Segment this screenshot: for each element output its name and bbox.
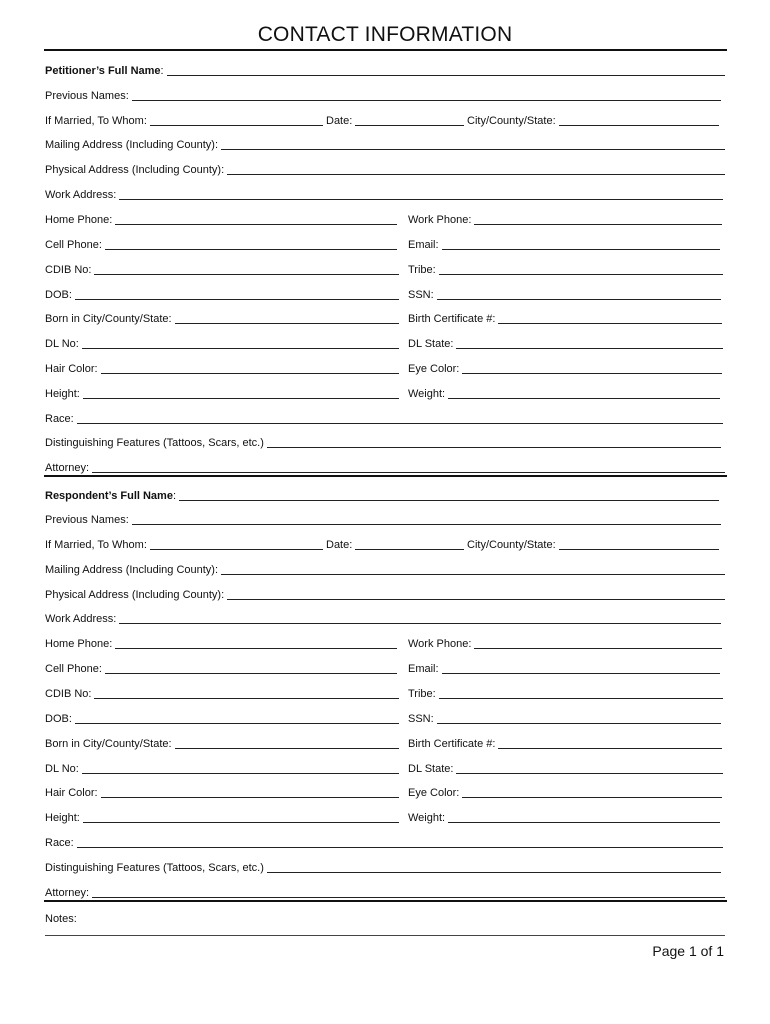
petitioner-race-row [45,410,725,426]
respondent-weight-line[interactable] [448,822,720,823]
respondent-dl-state-line[interactable] [456,773,723,774]
petitioner-full-name-line[interactable] [167,75,725,76]
respondent-dob-ssn-row [45,710,725,726]
petitioner-work-address-field[interactable] [45,186,723,202]
respondent-cell-email-row [45,660,725,676]
respondent-birth-row [45,735,725,751]
respondent-cdib-label: CDIB No: [45,688,92,700]
petitioner-weight-line[interactable] [448,398,720,399]
respondent-work-address-line[interactable] [119,623,721,624]
respondent-if-married-line[interactable] [150,549,323,550]
petitioner-born-in-line[interactable] [175,323,399,324]
petitioner-if-married-label: If Married, To Whom: [45,115,147,127]
petitioner-previous-names-field[interactable] [45,87,721,103]
petitioner-previous-names-label: Previous Names: [45,90,129,102]
petitioner-full-name-field[interactable] [45,62,725,78]
respondent-birth-certificate-label: Birth Certificate #: [408,738,496,750]
petitioner-work-address-row [45,186,725,202]
respondent-cell-phone-line[interactable] [105,673,397,674]
petitioner-dl-no-label: DL No: [45,338,79,350]
respondent-tribe-field[interactable] [408,685,723,701]
petitioner-birth-certificate-label: Birth Certificate #: [408,313,496,325]
petitioner-hair-color-line[interactable] [101,373,399,374]
respondent-birth-certificate-line[interactable] [498,748,722,749]
petitioner-height-field[interactable] [45,385,399,401]
respondent-eye-color-label: Eye Color: [408,787,460,799]
respondent-hair-color-field[interactable] [45,784,399,800]
respondent-race-field[interactable] [45,834,723,850]
respondent-cdib-field[interactable] [45,685,399,701]
respondent-city-county-state-label: City/County/State: [467,539,556,551]
respondent-born-in-field[interactable] [45,735,399,751]
respondent-cell-phone-field[interactable] [45,660,397,676]
petitioner-tribe-field[interactable] [408,261,723,277]
petitioner-cell-email-row [45,236,725,252]
petitioner-physical-address-field[interactable] [45,161,725,177]
respondent-if-married-field[interactable] [45,536,323,552]
petitioner-dl-row [45,335,725,351]
respondent-physical-address-field[interactable] [45,586,725,602]
respondent-ssn-label: SSN: [408,713,434,725]
petitioner-tribe-label: Tribe: [408,264,436,276]
petitioner-home-phone-line[interactable] [115,224,397,225]
respondent-mailing-row [45,561,725,577]
petitioner-previous-names-line[interactable] [132,100,721,101]
petitioner-marriage-row [45,112,725,128]
respondent-distinguishing-label: Distinguishing Features (Tattoos, Scars, etc.) [45,862,264,874]
colon: : [160,65,164,77]
petitioner-distinguishing-field[interactable] [45,434,721,450]
petitioner-dl-no-line[interactable] [82,348,399,349]
respondent-cell-phone-label: Cell Phone: [45,663,102,675]
notes-line[interactable] [45,935,725,936]
petitioner-dob-field[interactable] [45,286,399,302]
petitioner-dob-label: DOB: [45,289,72,301]
petitioner-date-field[interactable] [326,112,464,128]
respondent-dl-state-field[interactable] [408,760,723,776]
respondent-email-line[interactable] [442,673,720,674]
petitioner-hair-color-label: Hair Color: [45,363,98,375]
respondent-height-field[interactable] [45,809,399,825]
respondent-work-address-field[interactable] [45,610,721,626]
petitioner-work-phone-label: Work Phone: [408,214,472,226]
respondent-mailing-address-field[interactable] [45,561,725,577]
notes-label: Notes: [45,913,77,925]
petitioner-dl-state-field[interactable] [408,335,723,351]
respondent-dob-field[interactable] [45,710,399,726]
respondent-height-line[interactable] [83,822,399,823]
petitioner-city-county-state-field[interactable] [467,112,719,128]
petitioner-race-field[interactable] [45,410,723,426]
respondent-dl-row [45,760,725,776]
petitioner-birth-row [45,310,725,326]
respondent-race-row [45,834,725,850]
respondent-distinguishing-field[interactable] [45,859,721,875]
petitioner-height-label: Height: [45,388,80,400]
respondent-marriage-row [45,536,725,552]
petitioner-attorney-field[interactable] [45,459,725,475]
petitioner-color-row [45,360,725,376]
petitioner-cell-phone-line[interactable] [105,249,397,250]
section-divider [44,475,727,477]
respondent-dob-line[interactable] [75,723,399,724]
respondent-tribe-line[interactable] [439,698,723,699]
respondent-full-name-label: Respondent’s Full Name [45,490,173,502]
notes-row [45,910,725,926]
respondent-work-phone-field[interactable] [408,635,722,651]
respondent-attorney-field[interactable] [45,884,725,900]
respondent-dl-state-label: DL State: [408,763,454,775]
respondent-cdib-line[interactable] [94,698,399,699]
respondent-attorney-row [45,884,725,900]
petitioner-eye-color-label: Eye Color: [408,363,460,375]
respondent-eye-color-line[interactable] [462,797,722,798]
petitioner-email-label: Email: [408,239,439,251]
petitioner-cdib-tribe-row [45,261,725,277]
petitioner-race-line[interactable] [77,423,723,424]
respondent-mailing-address-label: Mailing Address (Including County): [45,564,219,576]
petitioner-mailing-address-line[interactable] [221,149,725,150]
respondent-previous-names-field[interactable] [45,511,721,527]
respondent-distinguishing-row [45,859,725,875]
respondent-dob-label: DOB: [45,713,72,725]
petitioner-born-in-label: Born in City/County/State: [45,313,172,325]
petitioner-dob-line[interactable] [75,299,399,300]
petitioner-attorney-label: Attorney: [45,462,90,474]
respondent-dl-no-line[interactable] [82,773,399,774]
respondent-ssn-field[interactable] [408,710,721,726]
petitioner-full-name-row [45,62,725,78]
respondent-color-row [45,784,725,800]
petitioner-cell-phone-label: Cell Phone: [45,239,102,251]
petitioner-physical-row [45,161,725,177]
petitioner-cell-phone-field[interactable] [45,236,397,252]
petitioner-dl-state-label: DL State: [408,338,454,350]
respondent-work-address-row [45,610,725,626]
petitioner-ssn-field[interactable] [408,286,721,302]
petitioner-mailing-address-label: Mailing Address (Including County): [45,139,219,151]
respondent-phone-row [45,635,725,651]
notes-divider [44,900,727,902]
petitioner-if-married-line[interactable] [150,125,323,126]
petitioner-weight-label: Weight: [408,388,446,400]
colon: : [172,490,177,502]
respondent-dl-no-field[interactable] [45,760,399,776]
petitioner-mailing-row [45,136,725,152]
petitioner-work-phone-field[interactable] [408,211,722,227]
petitioner-cdib-field[interactable] [45,261,399,277]
petitioner-attorney-row [45,459,725,475]
petitioner-hair-color-field[interactable] [45,360,399,376]
petitioner-home-phone-field[interactable] [45,211,397,227]
petitioner-birth-certificate-line[interactable] [498,323,722,324]
petitioner-email-line[interactable] [442,249,720,250]
petitioner-cdib-line[interactable] [94,274,399,275]
respondent-home-phone-label: Home Phone: [45,638,113,650]
respondent-attorney-line[interactable] [92,897,725,898]
page-number: Page 1 of 1 [652,943,724,959]
petitioner-previous-names-row [45,87,725,103]
petitioner-dob-ssn-row [45,286,725,302]
respondent-if-married-label: If Married, To Whom: [45,539,147,551]
respondent-city-county-state-field[interactable] [467,536,719,552]
respondent-email-field[interactable] [408,660,720,676]
petitioner-size-row [45,385,725,401]
respondent-cdib-tribe-row [45,685,725,701]
petitioner-if-married-field[interactable] [45,112,323,128]
respondent-hair-color-label: Hair Color: [45,787,98,799]
respondent-attorney-label: Attorney: [45,887,90,899]
respondent-physical-address-label: Physical Address (Including County): [45,589,225,601]
respondent-eye-color-field[interactable] [408,784,722,800]
petitioner-work-address-line[interactable] [119,199,723,200]
petitioner-full-name-label: Petitioner’s Full Name [45,65,161,77]
respondent-hair-color-line[interactable] [101,797,399,798]
respondent-physical-address-line[interactable] [227,599,725,600]
petitioner-physical-address-label: Physical Address (Including County): [45,164,225,176]
petitioner-eye-color-line[interactable] [462,373,722,374]
petitioner-city-county-state-line[interactable] [559,125,719,126]
respondent-previous-names-row [45,511,725,527]
respondent-city-county-state-line[interactable] [559,549,719,550]
respondent-home-phone-field[interactable] [45,635,397,651]
petitioner-work-address-label: Work Address: [45,189,117,201]
respondent-date-field[interactable] [326,536,464,552]
petitioner-email-field[interactable] [408,236,720,252]
petitioner-eye-color-field[interactable] [408,360,722,376]
petitioner-home-phone-label: Home Phone: [45,214,113,226]
petitioner-mailing-address-field[interactable] [45,136,725,152]
petitioner-distinguishing-row [45,434,725,450]
petitioner-ssn-line[interactable] [437,299,721,300]
petitioner-height-line[interactable] [83,398,399,399]
respondent-previous-names-label: Previous Names: [45,514,129,526]
respondent-height-label: Height: [45,812,80,824]
respondent-full-name-line[interactable] [179,500,719,501]
respondent-email-label: Email: [408,663,439,675]
respondent-work-address-label: Work Address: [45,613,117,625]
respondent-work-phone-line[interactable] [474,648,722,649]
respondent-full-name-row [45,487,725,503]
petitioner-date-line[interactable] [355,125,464,126]
respondent-mailing-address-line[interactable] [221,574,725,575]
petitioner-weight-field[interactable] [408,385,720,401]
respondent-ssn-line[interactable] [437,723,721,724]
petitioner-distinguishing-label: Distinguishing Features (Tattoos, Scars, etc.) [45,437,264,449]
page-title: CONTACT INFORMATION [257,23,513,46]
petitioner-phone-row [45,211,725,227]
respondent-date-label: Date: [326,539,353,551]
respondent-birth-certificate-field[interactable] [408,735,722,751]
petitioner-work-phone-line[interactable] [474,224,722,225]
respondent-distinguishing-line[interactable] [267,872,721,873]
respondent-size-row [45,809,725,825]
respondent-physical-row [45,586,725,602]
petitioner-born-in-field[interactable] [45,310,399,326]
respondent-born-in-line[interactable] [175,748,399,749]
respondent-born-in-label: Born in City/County/State: [45,738,172,750]
respondent-home-phone-line[interactable] [115,648,397,649]
petitioner-city-county-state-label: City/County/State: [467,115,556,127]
respondent-race-label: Race: [45,837,74,849]
petitioner-physical-address-line[interactable] [227,174,725,175]
respondent-date-line[interactable] [355,549,464,550]
petitioner-birth-certificate-field[interactable] [408,310,722,326]
respondent-full-name-field[interactable] [45,487,719,503]
respondent-previous-names-line[interactable] [132,524,721,525]
petitioner-cdib-label: CDIB No: [45,264,92,276]
petitioner-dl-state-line[interactable] [456,348,723,349]
petitioner-tribe-line[interactable] [439,274,723,275]
petitioner-race-label: Race: [45,413,74,425]
respondent-weight-label: Weight: [408,812,446,824]
respondent-race-line[interactable] [77,847,723,848]
respondent-dl-no-label: DL No: [45,763,79,775]
respondent-tribe-label: Tribe: [408,688,436,700]
petitioner-distinguishing-line[interactable] [267,447,721,448]
title-rule [44,49,727,51]
respondent-weight-field[interactable] [408,809,720,825]
respondent-work-phone-label: Work Phone: [408,638,472,650]
petitioner-ssn-label: SSN: [408,289,434,301]
petitioner-date-label: Date: [326,115,353,127]
petitioner-attorney-line[interactable] [92,472,725,473]
petitioner-dl-no-field[interactable] [45,335,399,351]
